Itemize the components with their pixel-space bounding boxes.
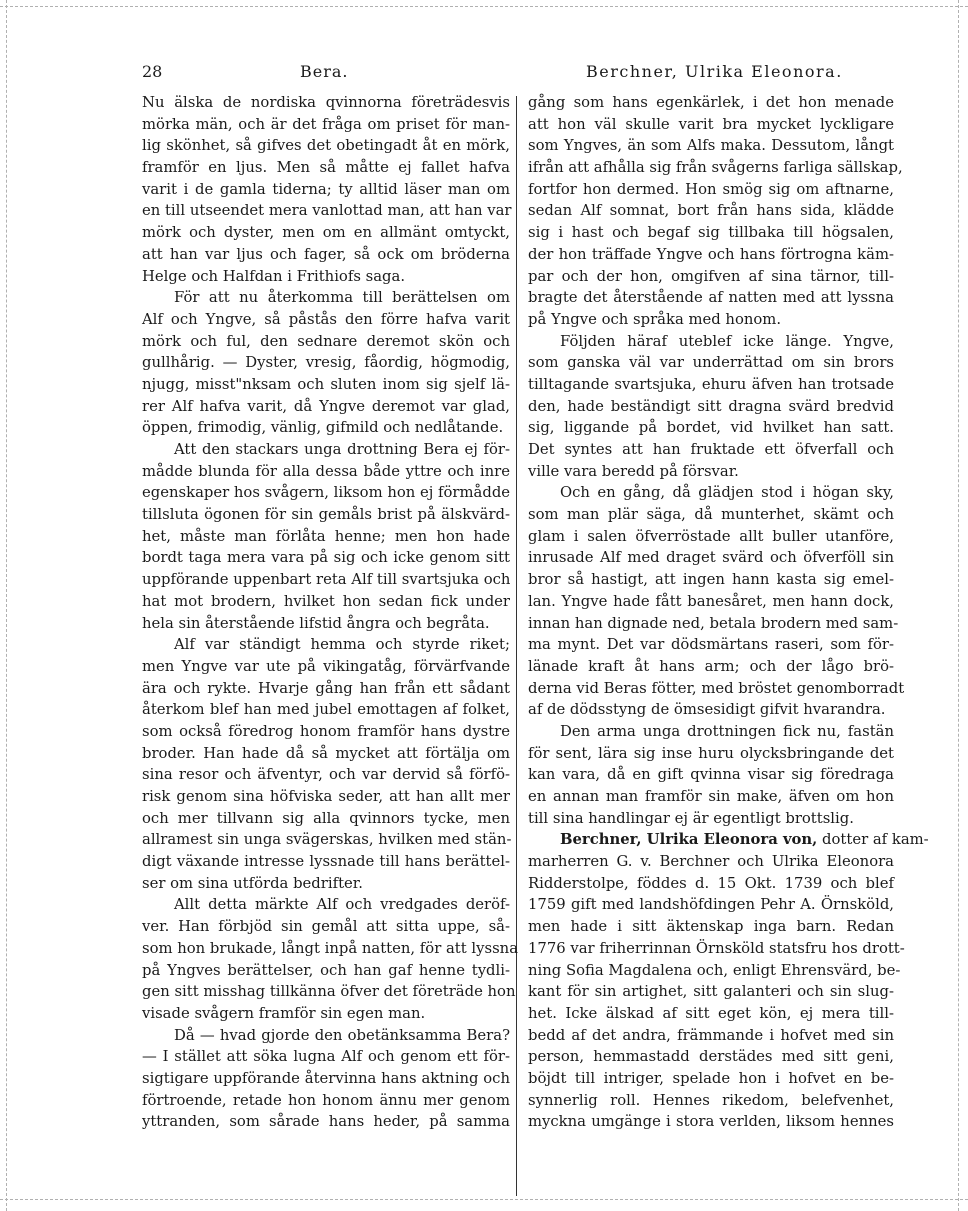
line-text: en till utseendet mera vanlottad man, att han var	[142, 202, 512, 220]
line-text: Att den stackars unga drottning Bera ej för-	[174, 441, 510, 458]
line-text: egenskaper hos svågern, liksom hon ej förmådde	[142, 484, 511, 502]
text-line	[142, 157, 510, 179]
text-line	[142, 179, 510, 201]
text-line	[528, 461, 894, 483]
line-text: framför en ljus. Men så måtte ej fallet hafva	[142, 159, 510, 177]
line-text: länade kraft åt hans arm; och der lågo brö-	[528, 657, 894, 675]
line-text: Alf och Yngve, så påstås den förre hafva varit	[142, 310, 510, 328]
line-text: som ganska väl var underrättad om sin brors	[528, 354, 894, 372]
text-line	[528, 764, 894, 786]
line-text: lan. Yngve hade fått banesåret, men hann dock,	[528, 592, 894, 610]
text-line	[142, 287, 510, 309]
text-line	[528, 786, 894, 808]
line-text: Och en gång, då glädjen stod i högan sky,	[560, 484, 894, 502]
line-text: kan vara, då en gift qvinna visar sig föredraga	[528, 766, 894, 784]
line-text: ma mynt. Det var dödsmärtans raseri, som för-	[528, 636, 894, 654]
line-text: derna vid Beras fötter, med bröstet genomborradt	[528, 679, 905, 697]
line-text: Det syntes att han fruktade ett öfverfall och	[528, 441, 894, 458]
line-text: sigtigare uppförande återvinna hans aktning och	[142, 1069, 510, 1087]
text-line	[528, 916, 894, 938]
column-divider	[516, 96, 517, 1196]
text-line	[528, 1068, 894, 1090]
line-text: risk genom sina höfviska seder, att han allt mer	[142, 788, 510, 805]
line-text: Helge och Halfdan i Frithiofs saga.	[142, 267, 406, 285]
line-text: ver. Han förbjöd sin gemål att sitta uppe, så-	[142, 918, 510, 936]
line-text: lig skönhet, så gifves det obetingadt åt en mörk,	[142, 137, 510, 155]
text-line	[142, 981, 516, 1003]
line-text: som Yngves, än som Alfs maka. Dessutom, långt	[528, 137, 894, 155]
text-line	[528, 829, 929, 851]
text-line	[142, 1068, 510, 1090]
text-line	[142, 526, 510, 548]
line-text: ära och rykte. Hvarje gång han från ett sådant	[142, 679, 510, 697]
line-text: marherren G. v. Berchner och Ulrika Eleonora	[528, 853, 894, 871]
text-line	[528, 1090, 894, 1112]
text-line	[142, 613, 510, 635]
text-line	[142, 894, 510, 916]
line-text: sedan Alf somnat, bort från hans sida, klädde	[528, 202, 894, 220]
line-text: uppförande uppenbart reta Alf till svartsjuka och	[142, 571, 511, 589]
text-line	[142, 678, 510, 700]
line-text: Då — hvad gjorde den obetänksamma Bera?	[174, 1026, 510, 1044]
line-text: broder. Han hade då så mycket att förtälja om	[142, 744, 510, 762]
text-line	[142, 352, 510, 374]
text-line	[142, 244, 510, 266]
text-line	[142, 634, 510, 656]
line-text: återkom blef han med jubel emottagen af folket,	[142, 701, 510, 719]
line-text: myckna umgänge i stora verlden, liksom hennes	[528, 1113, 894, 1131]
line-text: gång som hans egenkärlek, i det hon menade	[528, 94, 894, 111]
line-text: varit i de gamla tiderna; ty alltid läser man om	[142, 180, 510, 198]
text-line	[528, 656, 894, 678]
line-text: sina resor och äfventyr, och var dervid så förfö-	[142, 766, 510, 784]
text-line	[142, 808, 510, 830]
line-text: Följden häraf uteblef icke länge. Yngve,	[560, 332, 894, 350]
line-text: som man plär säga, då munterhet, skämt och	[528, 506, 894, 524]
text-line	[142, 873, 510, 895]
text-line	[528, 1025, 894, 1047]
text-line	[528, 287, 894, 309]
text-line	[142, 699, 510, 721]
text-line	[142, 482, 510, 504]
line-text: mörk och ful, den sednare deremot skön och	[142, 332, 510, 350]
text-line	[142, 331, 510, 353]
text-line	[528, 960, 901, 982]
text-line	[528, 200, 894, 222]
text-line	[528, 92, 894, 114]
line-text: som också föredrog honom framför hans dystre	[142, 722, 510, 740]
line-text: till sina handlingar ej är egentligt brottslig.	[528, 809, 854, 827]
text-line	[142, 1025, 510, 1047]
text-line	[528, 352, 894, 374]
text-line	[528, 135, 894, 157]
text-line	[142, 374, 510, 396]
text-line	[528, 547, 894, 569]
text-line	[528, 894, 894, 916]
line-text: och mer tillvann sig alla qvinnors tycke, men	[142, 809, 510, 827]
line-text: digt växande intresse lyssnade till hans berättel-	[142, 853, 510, 871]
right-column	[528, 92, 929, 1133]
line-text: person, hemmastadd derstädes med sitt geni,	[528, 1048, 894, 1066]
text-line	[142, 135, 510, 157]
text-line	[528, 482, 894, 504]
text-line	[528, 179, 894, 201]
text-line	[142, 721, 510, 743]
line-text: njugg, misst"nksam och sluten inom sig sjelf lä-	[142, 375, 510, 393]
text-line	[142, 222, 510, 244]
text-line	[142, 1111, 510, 1133]
text-line	[528, 526, 894, 548]
line-text: — I stället att söka lugna Alf och genom ett för-	[142, 1048, 510, 1066]
text-line	[528, 266, 894, 288]
scan-border-right	[958, 0, 959, 1211]
text-line	[142, 266, 510, 288]
line-text: men Yngve var ute på vikingatåg, förvärfvande	[142, 657, 510, 675]
line-text: mådde blunda för alla dessa både yttre och inre	[142, 462, 510, 480]
text-line	[142, 938, 519, 960]
text-line	[142, 786, 510, 808]
text-line	[142, 114, 510, 136]
text-line	[528, 1111, 894, 1133]
scan-border-bottom	[0, 1199, 968, 1200]
line-text: kant för sin artighet, sitt galanteri och sin slug-	[528, 983, 894, 1001]
line-text: Allt detta märkte Alf och vredgades deröf-	[174, 896, 510, 914]
text-line	[142, 1046, 510, 1068]
text-line	[142, 200, 510, 222]
line-text: tillsluta ögonen för sin gemåls brist på älskvärd-	[142, 506, 510, 524]
scan-border-left	[6, 0, 7, 1211]
line-text: der hon träffade Yngve och hans förtrogna käm-	[528, 245, 894, 263]
text-line	[142, 309, 510, 331]
line-text: allramest sin unga svägerskas, hvilken med stän-	[142, 831, 512, 849]
line-text: bedd af det andra, främmande i hofvet med sin	[528, 1026, 894, 1044]
line-text: sig i hast och begaf sig tillbaka till högsalen,	[528, 224, 894, 242]
line-text: ville vara beredd på försvar.	[528, 462, 739, 480]
line-text: gen sitt misshag tillkänna öfver det företräde hon	[142, 983, 516, 1001]
text-line	[528, 157, 903, 179]
text-line	[142, 396, 510, 418]
line-text: ifrån att afhålla sig från svågerns farliga sällskap,	[528, 159, 903, 177]
text-line	[528, 743, 894, 765]
entry-heading: Berchner, Ulrika Eleonora von,	[560, 831, 818, 849]
text-line	[528, 938, 905, 960]
text-line	[142, 916, 510, 938]
text-line	[142, 764, 510, 786]
text-line	[142, 829, 510, 851]
running-head-right: Berchner, Ulrika Eleonora.	[586, 62, 843, 81]
line-text: men hade i sitt äktenskap inga barn. Redan	[528, 918, 894, 936]
line-text: För att nu återkomma till berättelsen om	[174, 289, 510, 307]
text-line	[528, 873, 894, 895]
line-text: på Yngve och språka med honom.	[528, 310, 782, 328]
text-line	[528, 439, 894, 461]
line-text: förtroende, retade hon honom ännu mer genom	[142, 1091, 510, 1109]
line-text: mörka män, och är det fråga om priset för man-	[142, 115, 510, 133]
line-text: sig, liggande på bordet, vid hvilket han satt.	[528, 419, 894, 437]
line-text: att hon väl skulle varit bra mycket lyckligare	[528, 115, 894, 133]
text-line	[528, 309, 894, 331]
text-line	[142, 569, 510, 591]
text-line	[528, 417, 894, 439]
text-line	[528, 851, 894, 873]
line-text: tilltagande svartsjuka, ehuru äfven han trotsade	[528, 375, 894, 393]
line-text: öppen, frimodig, vänlig, gifmild och nedlåtande.	[142, 419, 504, 437]
text-line	[528, 1003, 894, 1025]
text-line	[142, 504, 510, 526]
text-line	[528, 591, 894, 613]
line-text: bragte det återstående af natten med att lyssna	[528, 289, 894, 307]
text-line	[142, 960, 510, 982]
text-line	[528, 981, 894, 1003]
line-text: dotter af kam-	[817, 831, 929, 849]
line-text: rer Alf hafva varit, då Yngve deremot var glad,	[142, 397, 510, 415]
text-line	[142, 851, 510, 873]
line-text: hat mot brodern, hvilket hon sedan fick under	[142, 592, 510, 610]
text-line	[528, 699, 894, 721]
text-line	[528, 114, 894, 136]
line-text: på Yngves berättelser, och han gaf henne tydli-	[142, 961, 510, 979]
page-number: 28	[142, 62, 163, 81]
text-line	[528, 374, 894, 396]
line-text: het, måste man förlåta henne; men hon hade	[142, 527, 510, 545]
text-line	[528, 721, 894, 743]
text-line	[528, 613, 899, 635]
text-line	[528, 331, 894, 353]
line-text: som hon brukade, långt inpå natten, för att lyssna	[142, 939, 519, 957]
text-line	[528, 678, 905, 700]
line-text: den, hade beständigt sitt dragna svärd bredvid	[528, 397, 894, 415]
text-line	[528, 569, 894, 591]
text-line	[142, 656, 510, 678]
line-text: par och der hon, omgifven af sina tärnor, till-	[528, 267, 894, 285]
line-text: inrusade Alf med draget svärd och öfverföll sin	[528, 549, 894, 567]
line-text: för sent, lära sig inse huru olycksbringande det	[528, 744, 894, 762]
line-text: 1759 gift med landshöfdingen Pehr A. Örnsköld,	[528, 896, 894, 914]
text-line	[142, 591, 510, 613]
line-text: bror så hastigt, att ingen hann kasta sig emel-	[528, 571, 894, 589]
line-text: synnerlig roll. Hennes rikedom, belefvenhet,	[528, 1091, 894, 1109]
line-text: Den arma unga drottningen fick nu, fastän	[560, 722, 894, 740]
text-line	[142, 461, 510, 483]
left-column	[142, 92, 519, 1133]
line-text: innan han dignade ned, betala brodern med sam-	[528, 614, 899, 632]
line-text: het. Icke älskad af sitt eget kön, ej mera till-	[528, 1004, 894, 1022]
line-text: en annan man framför sin make, äfven om hon	[528, 788, 894, 805]
text-line	[528, 504, 894, 526]
line-text: visade svågern framför sin egen man.	[142, 1004, 426, 1022]
line-text: att han var ljus och fager, så ock om bröderna	[142, 245, 510, 263]
line-text: gullhårig. — Dyster, vresig, fåordig, högmodig,	[142, 354, 510, 372]
text-line	[142, 417, 510, 439]
text-line	[142, 547, 510, 569]
line-text: bordt taga mera vara på sig och icke genom sitt	[142, 549, 510, 567]
line-text: Alf var ständigt hemma och styrde riket;	[174, 636, 510, 654]
line-text: glam i salen öfverröstade allt buller utanföre,	[528, 527, 894, 545]
line-text: af de dödsstyng de ömsesidigt gifvit hvarandra.	[528, 701, 886, 719]
line-text: hela sin återstående lifstid ångra och begråta.	[142, 614, 490, 632]
text-line	[528, 808, 894, 830]
text-line	[528, 634, 894, 656]
line-text: ning Sofia Magdalena och, enligt Ehrensvärd, be-	[528, 961, 901, 979]
text-line	[142, 743, 510, 765]
line-text: böjdt till intriger, spelade hon i hofvet en be-	[528, 1069, 894, 1087]
line-text: fortfor hon dermed. Hon smög sig om aftnarne,	[528, 180, 894, 198]
text-line	[142, 92, 510, 114]
scan-border-top	[0, 6, 968, 7]
line-text: ser om sina utförda bedrifter.	[142, 874, 363, 892]
line-text: Ridderstolpe, föddes d. 15 Okt. 1739 och blef	[528, 874, 894, 892]
text-line	[528, 244, 894, 266]
running-head-left: Bera.	[300, 62, 349, 81]
text-line	[142, 1090, 510, 1112]
line-text: mörk och dyster, men om en allmänt omtyckt,	[142, 224, 510, 242]
line-text: yttranden, som sårade hans heder, på samma	[142, 1113, 510, 1131]
line-text: Nu älska de nordiska qvinnorna företrädesvis	[142, 94, 510, 111]
text-line	[142, 1003, 510, 1025]
text-line	[528, 396, 894, 418]
text-line	[142, 439, 510, 461]
text-line	[528, 1046, 894, 1068]
line-text: 1776 var friherrinnan Örnsköld statsfru hos drott-	[528, 939, 905, 957]
text-line	[528, 222, 894, 244]
